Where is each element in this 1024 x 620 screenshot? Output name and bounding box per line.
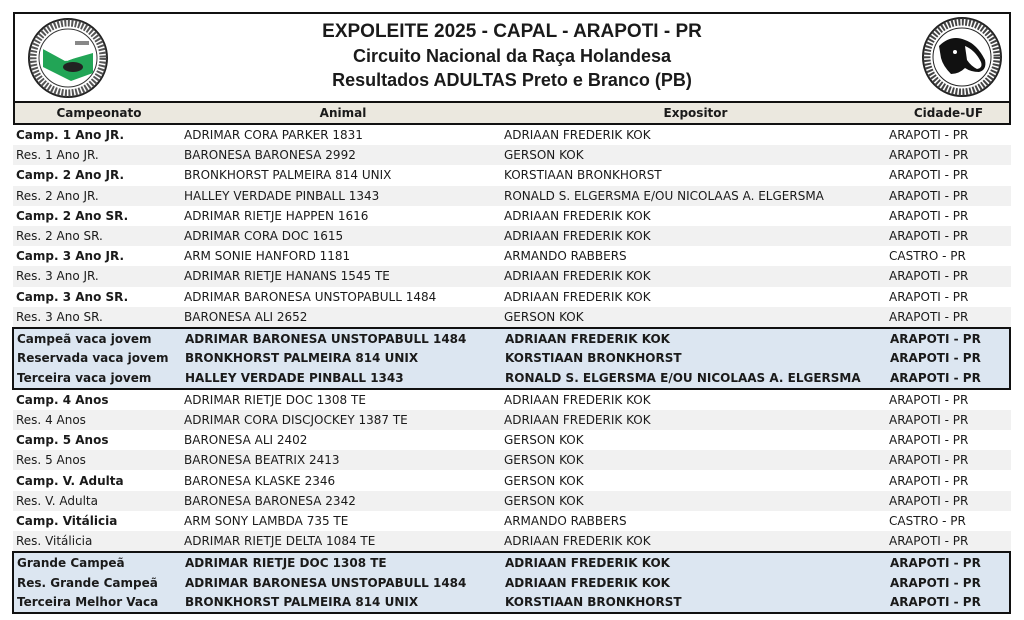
- cell-animal: ARM SONIE HANFORD 1181: [184, 249, 351, 264]
- cell-expositor: GERSON KOK: [504, 453, 584, 468]
- cell-cidade-uf: ARAPOTI - PR: [889, 289, 969, 304]
- cell-animal: ADRIMAR BARONESA UNSTOPABULL 1484: [185, 575, 467, 590]
- cell-campeonato: Terceira vaca jovem: [17, 370, 152, 385]
- cell-cidade-uf: ARAPOTI - PR: [889, 188, 969, 203]
- cell-animal: BRONKHORST PALMEIRA 814 UNIX: [185, 351, 419, 366]
- results-table: [13, 125, 1011, 614]
- cell-cidade-uf: ARAPOTI - PR: [889, 493, 969, 508]
- cell-animal: BARONESA BARONESA 2992: [184, 148, 356, 163]
- cell-animal: BRONKHORST PALMEIRA 814 UNIX: [184, 168, 392, 183]
- table-row: [13, 246, 1011, 266]
- table-row: [13, 145, 1011, 165]
- cell-animal: BARONESA ALI 2652: [184, 309, 308, 324]
- table-row: [13, 287, 1011, 307]
- cell-cidade-uf: ARAPOTI - PR: [889, 453, 969, 468]
- table-row: [14, 553, 1009, 573]
- cell-cidade-uf: ARAPOTI - PR: [890, 595, 981, 610]
- cell-cidade-uf: CASTRO - PR: [889, 513, 966, 528]
- cell-cidade-uf: ARAPOTI - PR: [889, 392, 969, 407]
- table-row: [13, 307, 1011, 327]
- cell-campeonato: Res. 4 Anos: [16, 412, 86, 427]
- column-header-cidade-uf: Cidade-UF: [913, 106, 984, 120]
- document-results-title: Resultados ADULTAS Preto e Branco (PB): [332, 70, 692, 90]
- table-row: [13, 390, 1011, 410]
- cell-expositor: ADRIAAN FREDERIK KOK: [504, 412, 651, 427]
- table-row: [13, 266, 1011, 286]
- cell-cidade-uf: ARAPOTI - PR: [889, 148, 969, 163]
- cell-expositor: ADRIAAN FREDERIK KOK: [504, 229, 651, 244]
- cell-campeonato: Camp. Vitálicia: [16, 513, 118, 528]
- cell-campeonato: Camp. 3 Ano JR.: [16, 249, 124, 264]
- cell-animal: ADRIMAR CORA DISCJOCKEY 1387 TE: [184, 412, 408, 427]
- cell-expositor: KORSTIAAN BRONKHORST: [505, 595, 682, 610]
- cell-campeonato: Grande Campeã: [17, 555, 125, 570]
- cell-campeonato: Camp. 5 Anos: [16, 433, 109, 448]
- grand-champions-group: [12, 551, 1011, 614]
- cell-cidade-uf: ARAPOTI - PR: [889, 229, 969, 244]
- column-header-campeonato: Campeonato: [56, 106, 142, 120]
- cell-animal: ARM SONY LAMBDA 735 TE: [184, 513, 349, 528]
- cell-campeonato: Campeã vaca jovem: [17, 331, 152, 346]
- cell-campeonato: Camp. 2 Ano SR.: [16, 208, 129, 223]
- cell-animal: BARONESA KLASKE 2346: [184, 473, 336, 488]
- cell-expositor: ADRIAAN FREDERIK KOK: [504, 269, 651, 284]
- cell-cidade-uf: ARAPOTI - PR: [890, 331, 981, 346]
- column-header-animal: Animal: [319, 106, 367, 120]
- table-row: [14, 573, 1009, 593]
- cell-animal: BARONESA BEATRIX 2413: [184, 453, 340, 468]
- cell-animal: ADRIMAR BARONESA UNSTOPABULL 1484: [184, 289, 437, 304]
- table-row: [14, 368, 1009, 388]
- cell-campeonato: Reservada vaca jovem: [17, 351, 169, 366]
- table-row: [13, 470, 1011, 490]
- cell-expositor: ARMANDO RABBERS: [504, 513, 627, 528]
- cell-campeonato: Res. 3 Ano JR.: [16, 269, 99, 284]
- table-row: [13, 226, 1011, 246]
- table-row: [14, 592, 1009, 612]
- young-cow-champions-group: [12, 327, 1011, 390]
- cell-cidade-uf: ARAPOTI - PR: [889, 473, 969, 488]
- cell-cidade-uf: ARAPOTI - PR: [889, 208, 969, 223]
- table-row: [13, 165, 1011, 185]
- cell-campeonato: Res. Vitálicia: [16, 534, 93, 549]
- table-row: [13, 125, 1011, 145]
- cell-expositor: ADRIAAN FREDERIK KOK: [505, 331, 670, 346]
- table-row: [13, 410, 1011, 430]
- cell-animal: HALLEY VERDADE PINBALL 1343: [184, 188, 380, 203]
- table-row: [14, 348, 1009, 368]
- cell-cidade-uf: ARAPOTI - PR: [889, 168, 969, 183]
- adult-category-results: [13, 390, 1011, 552]
- holstein-cow-head-logo-icon: [921, 16, 1003, 98]
- cell-expositor: KORSTIAAN BRONKHORST: [505, 351, 682, 366]
- cell-campeonato: Camp. 3 Ano SR.: [16, 289, 129, 304]
- cell-animal: ADRIMAR BARONESA UNSTOPABULL 1484: [185, 331, 467, 346]
- cell-campeonato: Res. V. Adulta: [16, 493, 98, 508]
- table-row: [13, 430, 1011, 450]
- cell-campeonato: Res. 3 Ano SR.: [16, 309, 103, 324]
- table-row: [13, 206, 1011, 226]
- cell-campeonato: Terceira Melhor Vaca: [17, 595, 159, 610]
- cell-campeonato: Res. 2 Ano JR.: [16, 188, 99, 203]
- cell-cidade-uf: ARAPOTI - PR: [889, 534, 969, 549]
- cell-campeonato: Camp. 1 Ano JR.: [16, 128, 124, 143]
- cell-animal: ADRIMAR CORA DOC 1615: [184, 229, 344, 244]
- cell-campeonato: Camp. V. Adulta: [16, 473, 124, 488]
- results-sheet: [13, 12, 1011, 614]
- cell-expositor: ADRIAAN FREDERIK KOK: [505, 575, 670, 590]
- cell-expositor: GERSON KOK: [504, 473, 584, 488]
- cell-expositor: GERSON KOK: [504, 433, 584, 448]
- cell-expositor: GERSON KOK: [504, 493, 584, 508]
- cell-animal: BARONESA ALI 2402: [184, 433, 308, 448]
- document-subtitle: Circuito Nacional da Raça Holandesa: [352, 46, 672, 66]
- cell-animal: ADRIMAR RIETJE HAPPEN 1616: [184, 208, 369, 223]
- cell-expositor: GERSON KOK: [504, 148, 584, 163]
- cell-cidade-uf: CASTRO - PR: [889, 249, 966, 264]
- cell-cidade-uf: ARAPOTI - PR: [889, 309, 969, 324]
- cell-cidade-uf: ARAPOTI - PR: [890, 351, 981, 366]
- cell-cidade-uf: ARAPOTI - PR: [890, 370, 981, 385]
- cell-cidade-uf: ARAPOTI - PR: [889, 269, 969, 284]
- cell-animal: BARONESA BARONESA 2342: [184, 493, 356, 508]
- cell-cidade-uf: ARAPOTI - PR: [890, 575, 981, 590]
- cell-cidade-uf: ARAPOTI - PR: [890, 555, 981, 570]
- cell-animal: ADRIMAR RIETJE DOC 1308 TE: [184, 392, 366, 407]
- table-row: [13, 186, 1011, 206]
- table-row: [13, 531, 1011, 551]
- table-row: [14, 329, 1009, 349]
- cell-expositor: ADRIAAN FREDERIK KOK: [505, 555, 670, 570]
- column-header-row: [13, 101, 1011, 125]
- table-row: [13, 511, 1011, 531]
- cell-expositor: ADRIAAN FREDERIK KOK: [504, 128, 651, 143]
- cell-campeonato: Res. 5 Anos: [16, 453, 86, 468]
- cell-animal: ADRIMAR CORA PARKER 1831: [184, 128, 363, 143]
- title-header: [13, 12, 1011, 101]
- cell-expositor: ADRIAAN FREDERIK KOK: [504, 208, 651, 223]
- cell-expositor: ADRIAAN FREDERIK KOK: [504, 289, 651, 304]
- table-row: [13, 450, 1011, 470]
- cell-expositor: RONALD S. ELGERSMA E/OU NICOLAAS A. ELGERSMA: [505, 370, 861, 385]
- cell-expositor: ARMANDO RABBERS: [504, 249, 627, 264]
- column-header-expositor: Expositor: [663, 106, 728, 120]
- table-row: [13, 491, 1011, 511]
- cell-animal: ADRIMAR RIETJE DELTA 1084 TE: [184, 534, 376, 549]
- cell-expositor: RONALD S. ELGERSMA E/OU NICOLAAS A. ELGERSMA: [504, 188, 824, 203]
- cell-campeonato: Res. Grande Campeã: [17, 575, 158, 590]
- cell-expositor: KORSTIAAN BRONKHORST: [504, 168, 662, 183]
- category-results: [13, 125, 1011, 327]
- cell-expositor: ADRIAAN FREDERIK KOK: [504, 392, 651, 407]
- cell-campeonato: Res. 1 Ano JR.: [16, 148, 99, 163]
- cell-campeonato: Camp. 4 Anos: [16, 392, 109, 407]
- cell-animal: ADRIMAR RIETJE HANANS 1545 TE: [184, 269, 390, 284]
- cell-animal: HALLEY VERDADE PINBALL 1343: [185, 370, 404, 385]
- cell-cidade-uf: ARAPOTI - PR: [889, 128, 969, 143]
- cell-cidade-uf: ARAPOTI - PR: [889, 412, 969, 427]
- cell-expositor: GERSON KOK: [504, 309, 584, 324]
- cell-expositor: ADRIAAN FREDERIK KOK: [504, 534, 651, 549]
- cell-cidade-uf: ARAPOTI - PR: [889, 433, 969, 448]
- cell-animal: BRONKHORST PALMEIRA 814 UNIX: [185, 595, 419, 610]
- cell-animal: ADRIMAR RIETJE DOC 1308 TE: [185, 555, 387, 570]
- cell-campeonato: Camp. 2 Ano JR.: [16, 168, 124, 183]
- document-title: EXPOLEITE 2025 - CAPAL - ARAPOTI - PR: [322, 21, 702, 42]
- cell-campeonato: Res. 2 Ano SR.: [16, 229, 103, 244]
